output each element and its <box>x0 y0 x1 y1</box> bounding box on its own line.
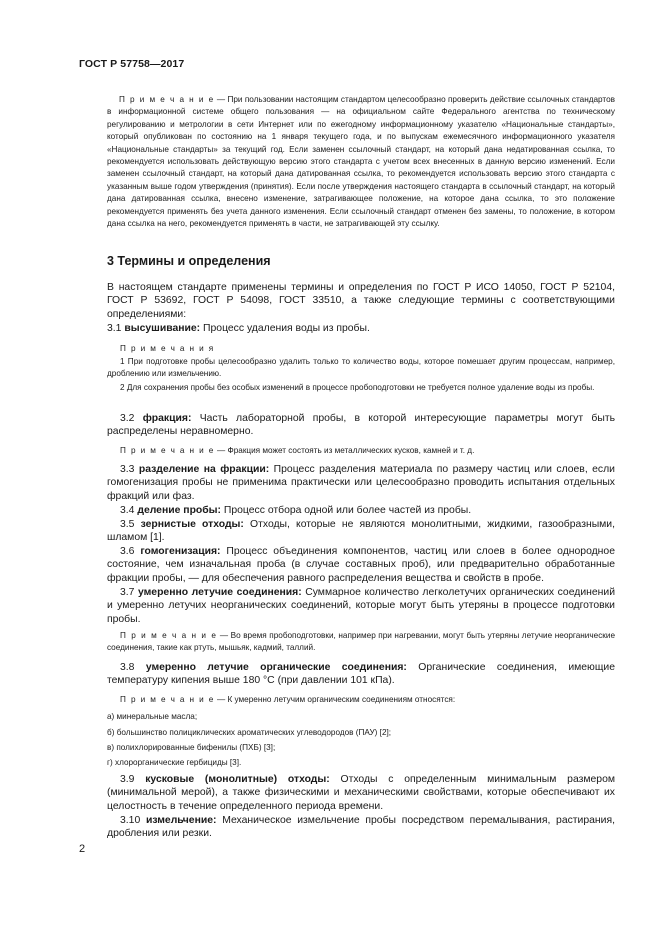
note-text: — Фракция может состоять из металлических кусков, камней и т. д. <box>214 446 475 455</box>
term-3-7 <box>107 586 615 626</box>
section-title: 3 Термины и определения <box>107 254 271 268</box>
term-definition: Процесс отбора одной или более частей из пробы. <box>221 505 472 516</box>
term-number: 3.10 <box>120 815 146 826</box>
term-3-4 <box>107 504 615 517</box>
term-3-2 <box>107 412 615 439</box>
term-3-3 <box>107 463 615 503</box>
page-number: 2 <box>79 843 86 855</box>
term-definition: Процесс удаления воды из пробы. <box>200 323 370 334</box>
term-name: умеренно летучие органические соединения: <box>145 662 407 673</box>
term-name: высушивание: <box>124 323 201 334</box>
term-name: разделение на фракции: <box>138 464 270 475</box>
term-number: 3.7 <box>120 587 138 598</box>
note-label: П р и м е ч а н и е <box>120 631 218 640</box>
term-definition: Часть лабораторной пробы, в которой интересующие параметры могут быть распределены неравномерно. <box>107 413 615 438</box>
note-text: — Во время пробоподготовки, например при нагревании, могут быть утеряны летучие неорганические соединения, такие как ртуть, мышьяк, кадмий, таллий. <box>107 631 615 653</box>
note-3-7 <box>107 630 615 655</box>
term-definition: Суммарное количество легколетучих органических соединений и умеренно летучих неорганических соединений, которые могут быть утеряны в процессе подготовки пробы. <box>107 587 615 625</box>
note-3-8-item-c: в) полихлорированные бифенилы (ПХБ) [3]; <box>107 743 276 752</box>
term-number: 3.9 <box>120 774 146 785</box>
term-definition: Процесс объединения компонентов, частиц или слоев в более однородное состояние, чем изначальная проба (в случае составных проб), или предварительно обработанные фракции пробы, — для обеспечения равного распределения вещества и свойств в пробе. <box>107 546 615 584</box>
section-intro: В настоящем стандарте применены термины и определения по ГОСТ Р ИСО 14050, ГОСТ Р 52104, ГОСТ Р 53692, ГОСТ Р 54098, ГОСТ 33510, а также следующие термины с соответствующими определениями: <box>107 282 615 320</box>
term-name: деление пробы: <box>137 505 222 516</box>
term-name: умеренно летучие соединения: <box>137 587 302 598</box>
term-3-5 <box>107 518 615 545</box>
term-3-9 <box>107 773 615 813</box>
term-name: фракция: <box>142 413 192 424</box>
note-referenced-standards <box>107 94 615 230</box>
note-3-8-item-a: а) минеральные масла; <box>107 712 198 721</box>
term-name: зернистые отходы: <box>140 519 244 530</box>
note-label: П р и м е ч а н и е <box>119 95 215 104</box>
term-number: 3.1 <box>107 323 125 334</box>
notes-3-1-label: П р и м е ч а н и я <box>120 344 215 353</box>
term-number: 3.2 <box>120 413 143 424</box>
term-number: 3.5 <box>120 519 141 530</box>
note-3-8 <box>107 694 615 706</box>
term-number: 3.8 <box>120 662 146 673</box>
document-header: ГОСТ Р 57758—2017 <box>79 58 185 70</box>
term-definition: Отходы, которые не являются монолитными, жидкими, газообразными, шламом [1]. <box>107 519 615 544</box>
term-name: кусковые (монолитные) отходы: <box>145 774 330 785</box>
term-3-1 <box>107 322 615 335</box>
note-text: — К умеренно летучим органическим соединениям относятся: <box>214 695 456 704</box>
term-number: 3.4 <box>120 505 138 516</box>
note-3-2 <box>107 445 615 457</box>
term-name: гомогенизация: <box>140 546 221 557</box>
term-3-6 <box>107 545 615 585</box>
term-3-8 <box>107 661 615 688</box>
note-label: П р и м е ч а н и е <box>120 446 215 455</box>
term-number: 3.6 <box>120 546 141 557</box>
term-definition: Органические соединения, имеющие температуру кипения выше 180 °С (при давлении 101 кПа). <box>107 662 615 687</box>
note-3-8-item-b: б) большинство полициклических ароматических углеводородов (ПАУ) [2]; <box>107 728 392 737</box>
term-name: измельчение: <box>145 815 217 826</box>
note-3-8-item-d: г) хлорорганические гербициды [3]. <box>107 758 242 767</box>
note-3-1-item-2: 2 Для сохранения пробы без особых изменений в процессе пробоподготовки не требуется полное удаление воды из пробы. <box>120 383 595 392</box>
term-3-10 <box>107 814 615 841</box>
term-number: 3.3 <box>120 464 139 475</box>
term-definition: Процесс разделения материала по размеру частиц или слоев, если гомогенизация пробы не применима практически или целесообразно проводить испытания отдельных фракций или фаз. <box>107 464 615 502</box>
note-3-1-item-1: 1 При подготовке пробы целесообразно удалить только то количество воды, которое помешает другим процессам, например, дроблению или измельчению. <box>107 357 615 379</box>
note-label: П р и м е ч а н и е <box>120 695 215 704</box>
note-text: — При пользовании настоящим стандартом целесообразно проверить действие ссылочных стандартов в информационной системе общего пользования — на официальном сайте Федерального агентства по техническому регулированию и метрологии в сети Интернет или по ежегодному информационному указателю «Национальные стандарты», который опубликован по состоянию на 1 января текущего года, и по выпускам ежемесячного информационного указателя «Национальные стандарты» за текущий год. Если заменен ссылочный стандарт, на который дана недатированная ссылка, то рекомендуется использовать действующую версию этого стандарта с учетом всех внесенных в данную версию изменений. Если заменен ссылочный стандарт, на который дана датированная ссылка, то рекомендуется использовать версию этого стандарта с указанным выше годом утверждения (принятия). Если после утверждения настоящего стандарта в ссылочный стандарт, на который дана датированная ссылка, внесено изменение, затрагивающее положение, на которое дана ссылка, то это положение рекомендуется применять без учета данного изменения. Если ссылочный стандарт отменен без замены, то положение, в котором дана ссылка на него, рекомендуется применять в части, не затрагивающей эту ссылку. <box>107 95 615 229</box>
term-definition: Механическое измельчение пробы посредством перемалывания, растирания, дробления или резки. <box>107 815 615 840</box>
term-definition: Отходы с определенным минимальным размером (минимальной мерой), а также физическими и механическими свойствами, которые обеспечивают их целостность в течение определенного периода времени. <box>107 774 615 812</box>
